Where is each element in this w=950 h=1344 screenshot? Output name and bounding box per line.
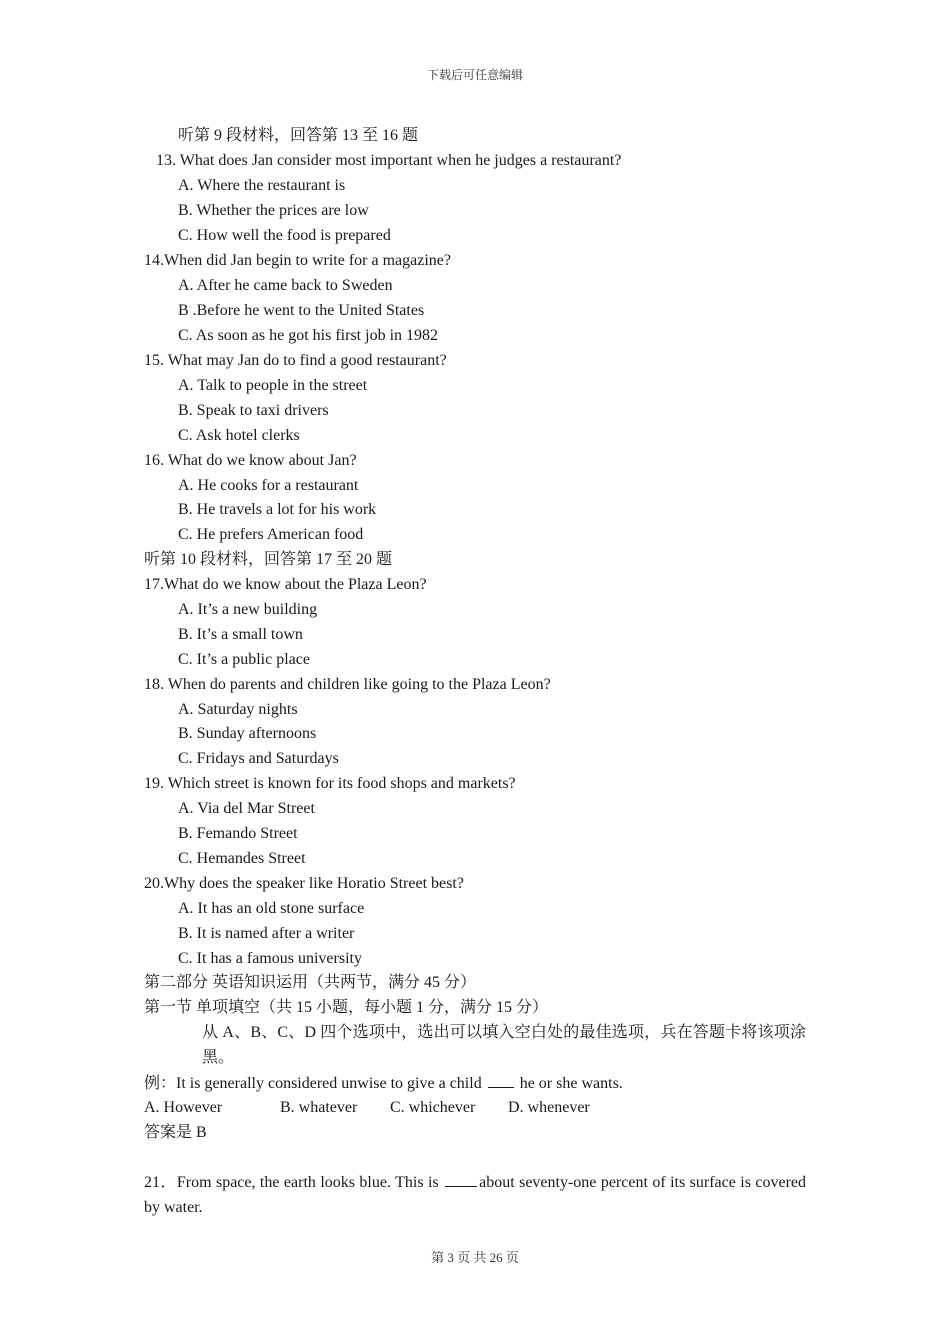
question-16-stem: 16. What do we know about Jan?	[144, 452, 357, 469]
page-footer: 第 3 页 共 26 页	[431, 1250, 519, 1265]
question-19-option-a: A. Via del Mar Street	[178, 800, 315, 817]
question-17-option-b: B. It’s a small town	[178, 626, 303, 643]
instruction-text: 从 A、B、C、D 四个选项中，选出可以填入空白处的最佳选项，兵在答题卡将该项涂黑。	[202, 1024, 806, 1066]
section-heading-9: 听第 9 段材料，回答第 13 至 16 题	[178, 127, 419, 144]
page-header: 下载后可任意编辑	[426, 68, 523, 82]
question-16-option-b: B. He travels a lot for his work	[178, 501, 377, 518]
question-15-option-c: C. Ask hotel clerks	[178, 427, 300, 444]
question-16-option-a: A. He cooks for a restaurant	[178, 477, 359, 494]
question-17-option-c: C. It’s a public place	[178, 651, 310, 668]
question-15-option-b: B. Speak to taxi drivers	[178, 402, 329, 419]
question-13-stem: 13. What does Jan consider most important when he judges a restaurant?	[156, 152, 622, 169]
question-18-option-a: A. Saturday nights	[178, 701, 298, 718]
question-17-stem: 17.What do we know about the Plaza Leon?	[144, 576, 427, 593]
question-20-option-c: C. It has a famous university	[178, 950, 362, 967]
question-21	[144, 1170, 806, 1220]
question-20-option-b: B. It is named after a writer	[178, 925, 355, 942]
question-18-stem: 18. When do parents and children like going to the Plaza Leon?	[144, 676, 551, 693]
part-two-heading: 第二部分 英语知识运用（共两节，满分 45 分）	[144, 974, 477, 991]
section-one-heading: 第一节 单项填空（共 15 小题，每小题 1 分，满分 15 分）	[144, 999, 549, 1016]
question-21-prefix: 21．From space, the earth looks blue. This is	[144, 1174, 439, 1191]
question-19-option-c: C. Hemandes Street	[178, 850, 306, 867]
question-18-option-b: B. Sunday afternoons	[178, 725, 317, 742]
question-17-option-a: A. It’s a new building	[178, 601, 318, 618]
question-15-stem: 15. What may Jan do to find a good restaurant?	[144, 352, 447, 369]
section-heading-10: 听第 10 段材料，回答第 17 至 20 题	[144, 551, 393, 568]
question-13-option-b: B. Whether the prices are low	[178, 202, 369, 219]
question-13-option-c: C. How well the food is prepared	[178, 227, 391, 244]
question-14-option-a: A. After he came back to Sweden	[178, 277, 393, 294]
question-14-option-b: B .Before he went to the United States	[178, 302, 425, 319]
example-option-d: D. whenever	[508, 1099, 590, 1116]
example-prefix: 例：It is generally considered unwise to give a child	[144, 1075, 482, 1092]
question-16-option-c: C. He prefers American food	[178, 526, 364, 543]
question-20-stem: 20.Why does the speaker like Horatio Street best?	[144, 875, 464, 892]
question-14-stem: 14.When did Jan begin to write for a magazine?	[144, 252, 451, 269]
example-option-c: C. whichever	[390, 1099, 476, 1116]
question-19-stem: 19. Which street is known for its food shops and markets?	[144, 775, 516, 792]
example-option-a: A. However	[144, 1099, 223, 1116]
question-21-blank	[445, 1172, 477, 1187]
question-14-option-c: C. As soon as he got his first job in 1982	[178, 327, 439, 344]
example-suffix: he or she wants.	[519, 1075, 623, 1092]
question-19-option-b: B. Femando Street	[178, 825, 298, 842]
example-sentence	[144, 1073, 623, 1094]
example-option-b: B. whatever	[280, 1099, 358, 1116]
question-21-suffix: about seventy-one percent of its surface is covered by water.	[144, 1174, 807, 1216]
question-20-option-a: A. It has an old stone surface	[178, 900, 365, 917]
question-15-option-a: A. Talk to people in the street	[178, 377, 368, 394]
question-18-option-c: C. Fridays and Saturdays	[178, 750, 339, 767]
example-answer: 答案是 B	[144, 1124, 207, 1141]
question-13-option-a: A. Where the restaurant is	[178, 177, 346, 194]
example-blank	[488, 1073, 514, 1088]
